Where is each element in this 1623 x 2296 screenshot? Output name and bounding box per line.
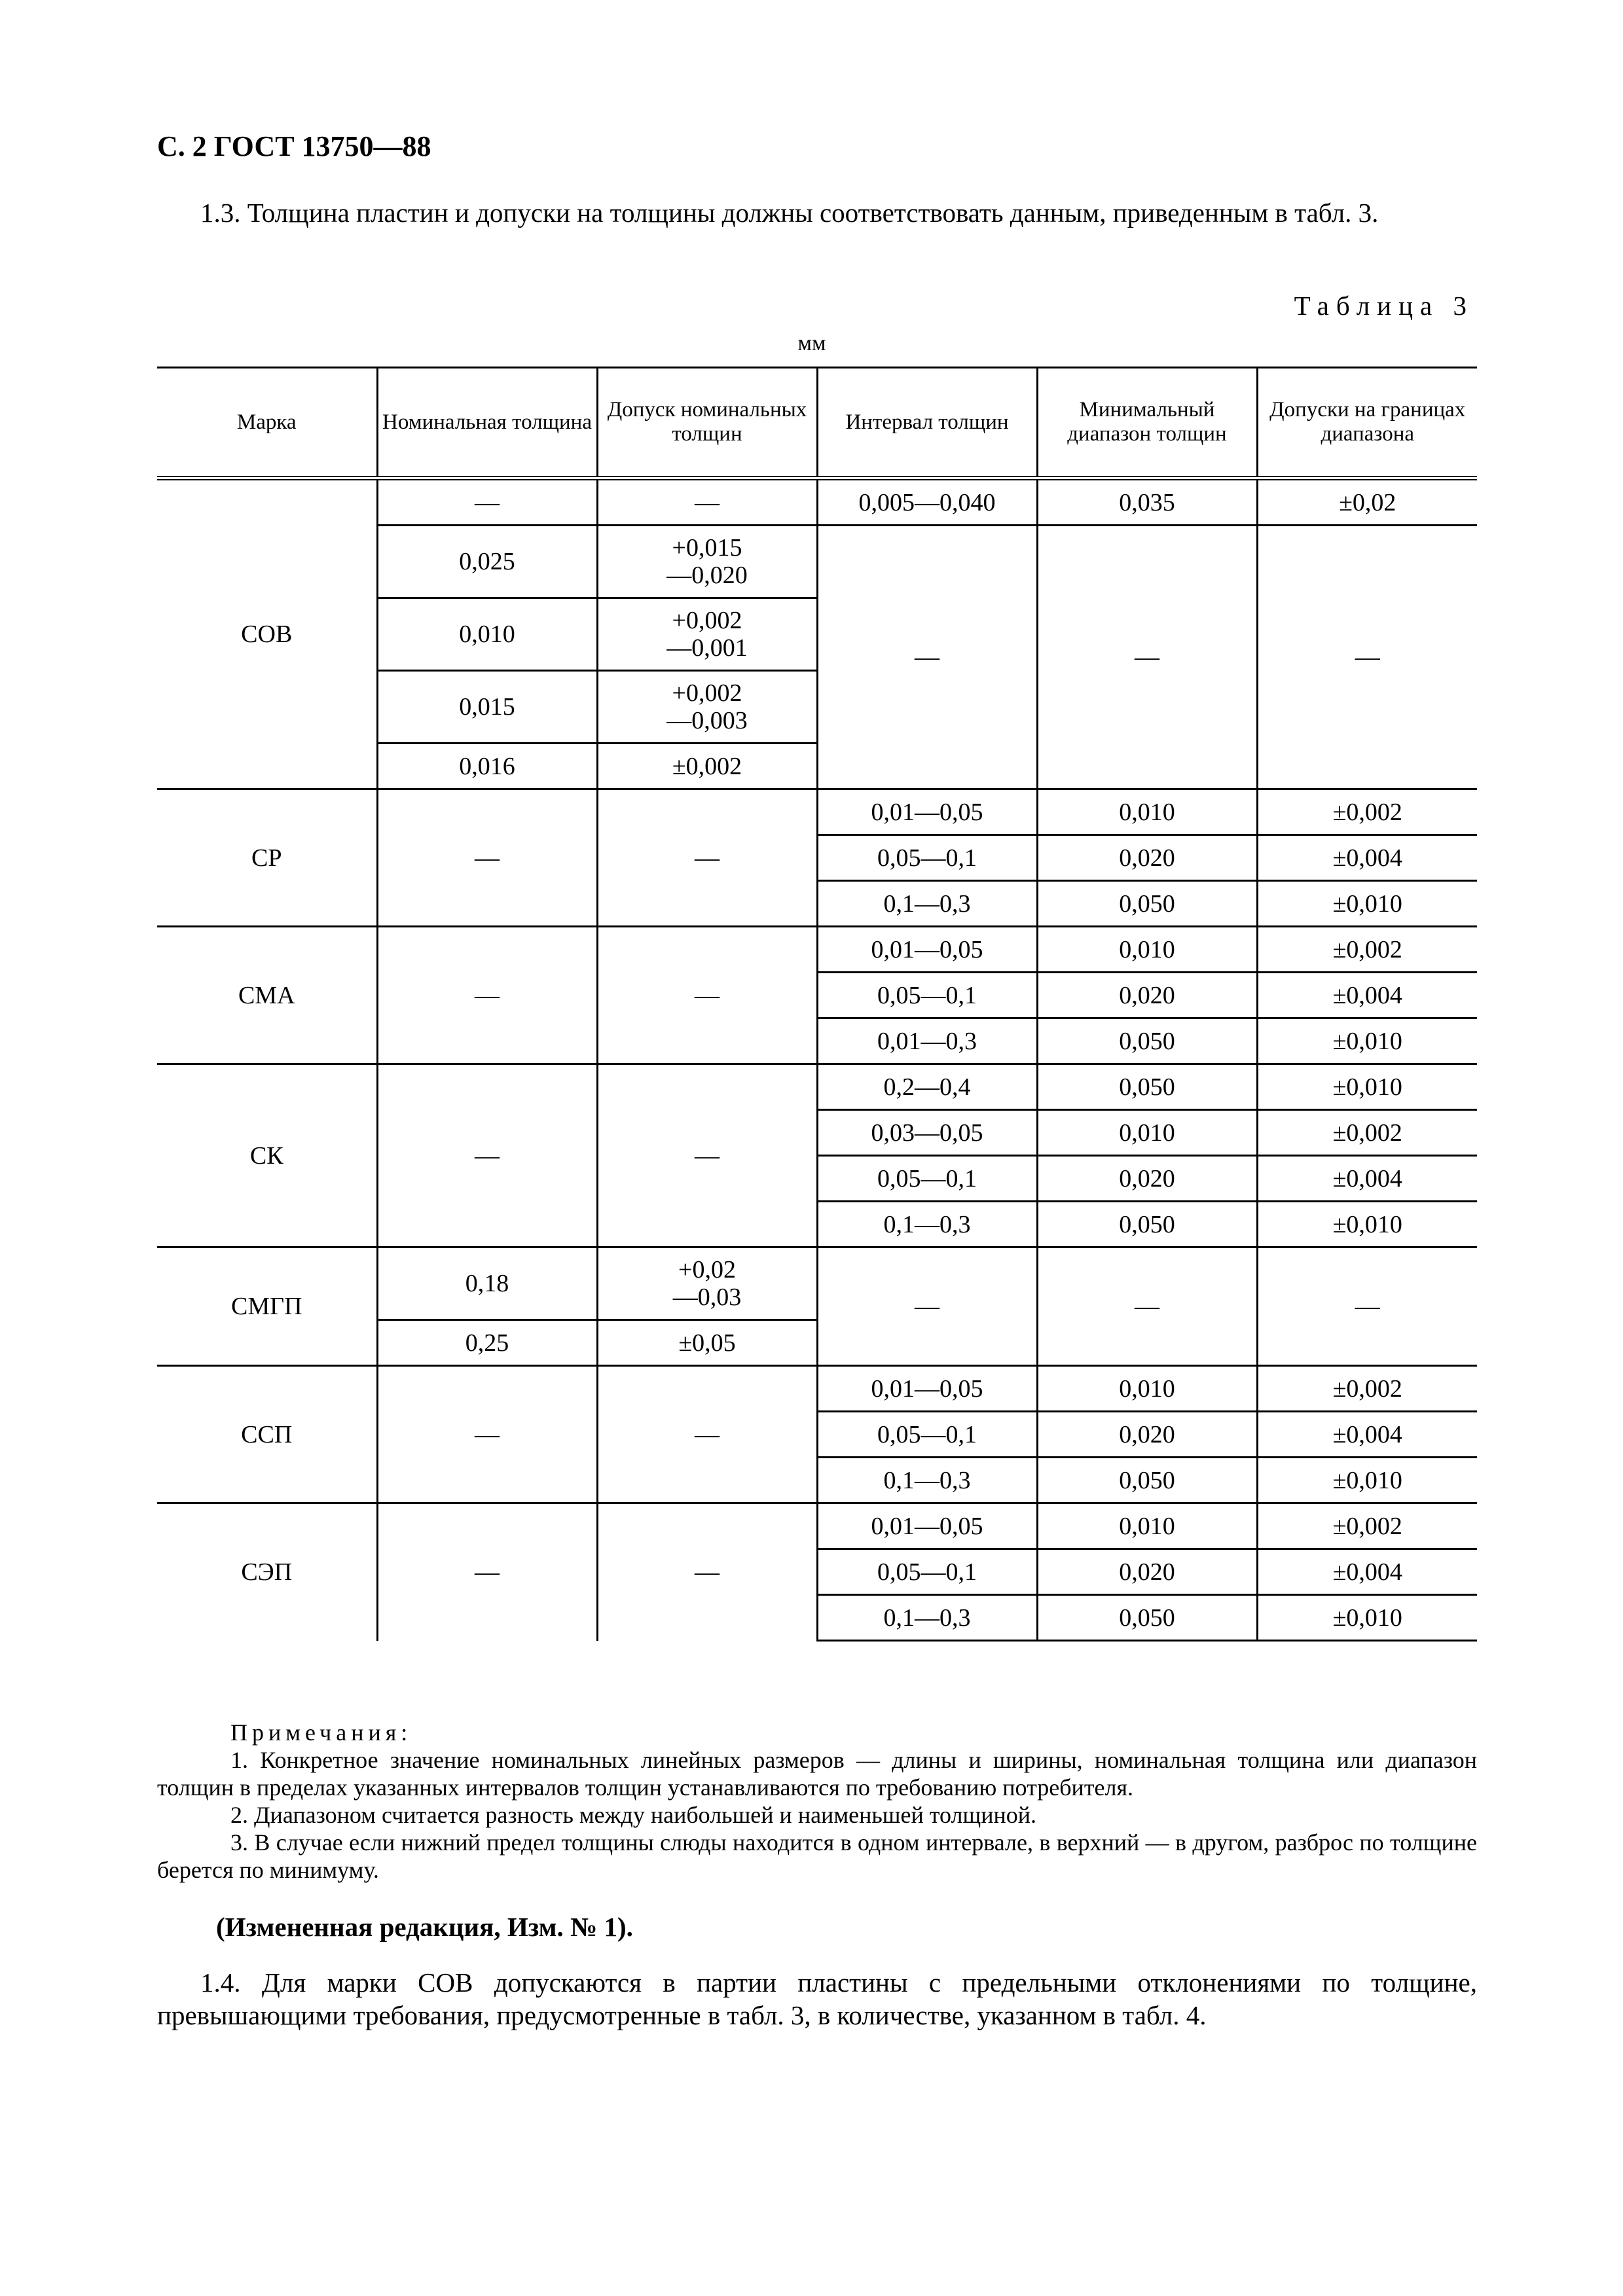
table-row	[157, 1247, 1477, 1320]
page-header: С. 2 ГОСТ 13750—88	[157, 130, 431, 162]
bound-cell: ±0,002	[1257, 927, 1477, 973]
interval-cell: 0,05—0,1	[817, 1156, 1037, 1202]
interval-cell: 0,03—0,05	[817, 1110, 1037, 1156]
min-range-cell: 0,010	[1037, 1110, 1257, 1156]
table-caption: Таблица 3	[1294, 291, 1474, 321]
table-header-row	[157, 368, 1477, 478]
table-unit: мм	[797, 331, 826, 355]
bound-cell: —	[1257, 526, 1477, 789]
tolerance-cell: —	[597, 1366, 817, 1503]
tolerance-minus: —0,020	[666, 562, 748, 589]
min-range-cell: 0,050	[1037, 881, 1257, 927]
interval-cell: 0,01—0,3	[817, 1018, 1037, 1064]
tolerance-minus: —0,03	[672, 1283, 742, 1311]
min-range-cell: 0,010	[1037, 1503, 1257, 1549]
table-row	[157, 1366, 1477, 1412]
tolerance-cell: —	[597, 1503, 817, 1641]
nominal-cell: —	[377, 1366, 597, 1503]
nominal-cell: —	[377, 478, 597, 526]
note-item: 1. Конкретное значение номинальных линейных размеров — длины и ширины, номинальная толщина или диапазон толщин в пределах указанных интервалов толщин устанавливаются по требованию потребителя.	[157, 1747, 1477, 1801]
mark-cell: СК	[157, 1064, 377, 1247]
amendment-note: (Измененная редакция, Изм. № 1).	[216, 1912, 633, 1942]
interval-cell: 0,01—0,05	[817, 927, 1037, 973]
tolerance-plus: +0,02	[678, 1256, 736, 1283]
nominal-cell: 0,25	[377, 1320, 597, 1366]
bound-cell: ±0,002	[1257, 1366, 1477, 1412]
min-range-cell: 0,050	[1037, 1064, 1257, 1110]
note-item: 2. Диапазоном считается разность между наибольшей и наименьшей толщиной.	[230, 1802, 1036, 1828]
paragraph-1-4: 1.4. Для марки СОВ допускаются в партии пластины с предельными отклонениями по толщине, превышающими требования, предусмотренные в табл. 3, в количестве, указанном в табл. 4.	[157, 1967, 1477, 2030]
table-row	[157, 1503, 1477, 1549]
interval-cell: 0,05—0,1	[817, 1549, 1037, 1595]
tolerance-plus: +0,002	[672, 679, 742, 707]
tolerance-plus: +0,015	[672, 534, 742, 562]
bound-cell: ±0,010	[1257, 881, 1477, 927]
interval-cell: 0,01—0,05	[817, 1366, 1037, 1412]
tolerance-cell: —	[597, 478, 817, 526]
header-tolerance: Допуск номинальных толщин	[597, 368, 817, 478]
mark-cell: СМА	[157, 927, 377, 1064]
min-range-cell: 0,035	[1037, 478, 1257, 526]
tolerance-plus: +0,002	[672, 607, 742, 634]
nominal-cell: 0,015	[377, 671, 597, 744]
min-range-cell: 0,050	[1037, 1018, 1257, 1064]
header-nominal: Номинальная толщина	[377, 368, 597, 478]
bound-cell: ±0,004	[1257, 1549, 1477, 1595]
min-range-cell: 0,020	[1037, 1412, 1257, 1458]
min-range-cell: 0,010	[1037, 1366, 1257, 1412]
mark-cell: СМГП	[157, 1247, 377, 1366]
min-range-cell: 0,010	[1037, 789, 1257, 835]
mark-cell: СЭП	[157, 1503, 377, 1641]
tolerance-cell	[597, 671, 817, 744]
min-range-cell: 0,020	[1037, 835, 1257, 881]
bound-cell: ±0,010	[1257, 1018, 1477, 1064]
tolerance-cell: ±0,002	[597, 744, 817, 789]
bound-cell: ±0,010	[1257, 1202, 1477, 1247]
bound-cell: ±0,004	[1257, 1156, 1477, 1202]
nominal-cell: —	[377, 1064, 597, 1247]
table-row	[157, 1064, 1477, 1110]
min-range-cell: —	[1037, 526, 1257, 789]
min-range-cell: 0,020	[1037, 973, 1257, 1018]
interval-cell: 0,1—0,3	[817, 1595, 1037, 1641]
header-mark: Марка	[157, 368, 377, 478]
min-range-cell: 0,020	[1037, 1549, 1257, 1595]
interval-cell: —	[817, 526, 1037, 789]
interval-cell: 0,1—0,3	[817, 1458, 1037, 1503]
min-range-cell: 0,050	[1037, 1202, 1257, 1247]
min-range-cell: —	[1037, 1247, 1257, 1366]
bound-cell: ±0,004	[1257, 973, 1477, 1018]
mark-cell: СР	[157, 789, 377, 927]
interval-cell: —	[817, 1247, 1037, 1366]
interval-cell: 0,05—0,1	[817, 1412, 1037, 1458]
interval-cell: 0,05—0,1	[817, 835, 1037, 881]
bound-cell: ±0,002	[1257, 1503, 1477, 1549]
tolerance-cell	[597, 598, 817, 671]
thickness-table	[157, 367, 1477, 1641]
tolerance-cell: —	[597, 1064, 817, 1247]
tolerance-cell: —	[597, 789, 817, 927]
bound-cell: ±0,010	[1257, 1595, 1477, 1641]
nominal-cell: —	[377, 927, 597, 1064]
mark-cell: ССП	[157, 1366, 377, 1503]
min-range-cell: 0,010	[1037, 927, 1257, 973]
min-range-cell: 0,050	[1037, 1458, 1257, 1503]
tolerance-cell: —	[597, 927, 817, 1064]
bound-cell: ±0,004	[1257, 835, 1477, 881]
interval-cell: 0,01—0,05	[817, 1503, 1037, 1549]
nominal-cell: —	[377, 789, 597, 927]
header-interval: Интервал толщин	[817, 368, 1037, 478]
interval-cell: 0,005—0,040	[817, 478, 1037, 526]
tolerance-minus: —0,003	[666, 707, 748, 734]
interval-cell: 0,01—0,05	[817, 789, 1037, 835]
nominal-cell: 0,18	[377, 1247, 597, 1320]
nominal-cell: 0,016	[377, 744, 597, 789]
interval-cell: 0,05—0,1	[817, 973, 1037, 1018]
bound-cell: ±0,002	[1257, 789, 1477, 835]
nominal-cell: —	[377, 1503, 597, 1641]
interval-cell: 0,1—0,3	[817, 881, 1037, 927]
min-range-cell: 0,020	[1037, 1156, 1257, 1202]
tolerance-cell: ±0,05	[597, 1320, 817, 1366]
bound-cell: ±0,010	[1257, 1064, 1477, 1110]
table-row	[157, 478, 1477, 526]
notes-title: Примечания:	[230, 1719, 412, 1746]
interval-cell: 0,2—0,4	[817, 1064, 1037, 1110]
tolerance-cell	[597, 526, 817, 598]
bound-cell: ±0,002	[1257, 1110, 1477, 1156]
tolerance-minus: —0,001	[666, 634, 748, 662]
paragraph-1-3: 1.3. Толщина пластин и допуски на толщины должны соответствовать данным, приведенным в табл. 3.	[200, 198, 1379, 228]
header-min-range: Минимальный диапазон толщин	[1037, 368, 1257, 478]
note-item: 3. В случае если нижний предел толщины слюды находится в одном интервале, в верхний — в другом, разброс по толщине берется по минимуму.	[157, 1829, 1477, 1883]
header-bound-tolerance: Допуски на границах диапазона	[1257, 368, 1477, 478]
interval-cell: 0,1—0,3	[817, 1202, 1037, 1247]
bound-cell: ±0,02	[1257, 478, 1477, 526]
mark-cell: СОВ	[157, 478, 377, 789]
bound-cell: ±0,010	[1257, 1458, 1477, 1503]
nominal-cell: 0,010	[377, 598, 597, 671]
tolerance-cell	[597, 1247, 817, 1320]
notes-block	[157, 1719, 1477, 1884]
bound-cell: —	[1257, 1247, 1477, 1366]
table-row	[157, 789, 1477, 835]
nominal-cell: 0,025	[377, 526, 597, 598]
table-row	[157, 927, 1477, 973]
min-range-cell: 0,050	[1037, 1595, 1257, 1641]
bound-cell: ±0,004	[1257, 1412, 1477, 1458]
